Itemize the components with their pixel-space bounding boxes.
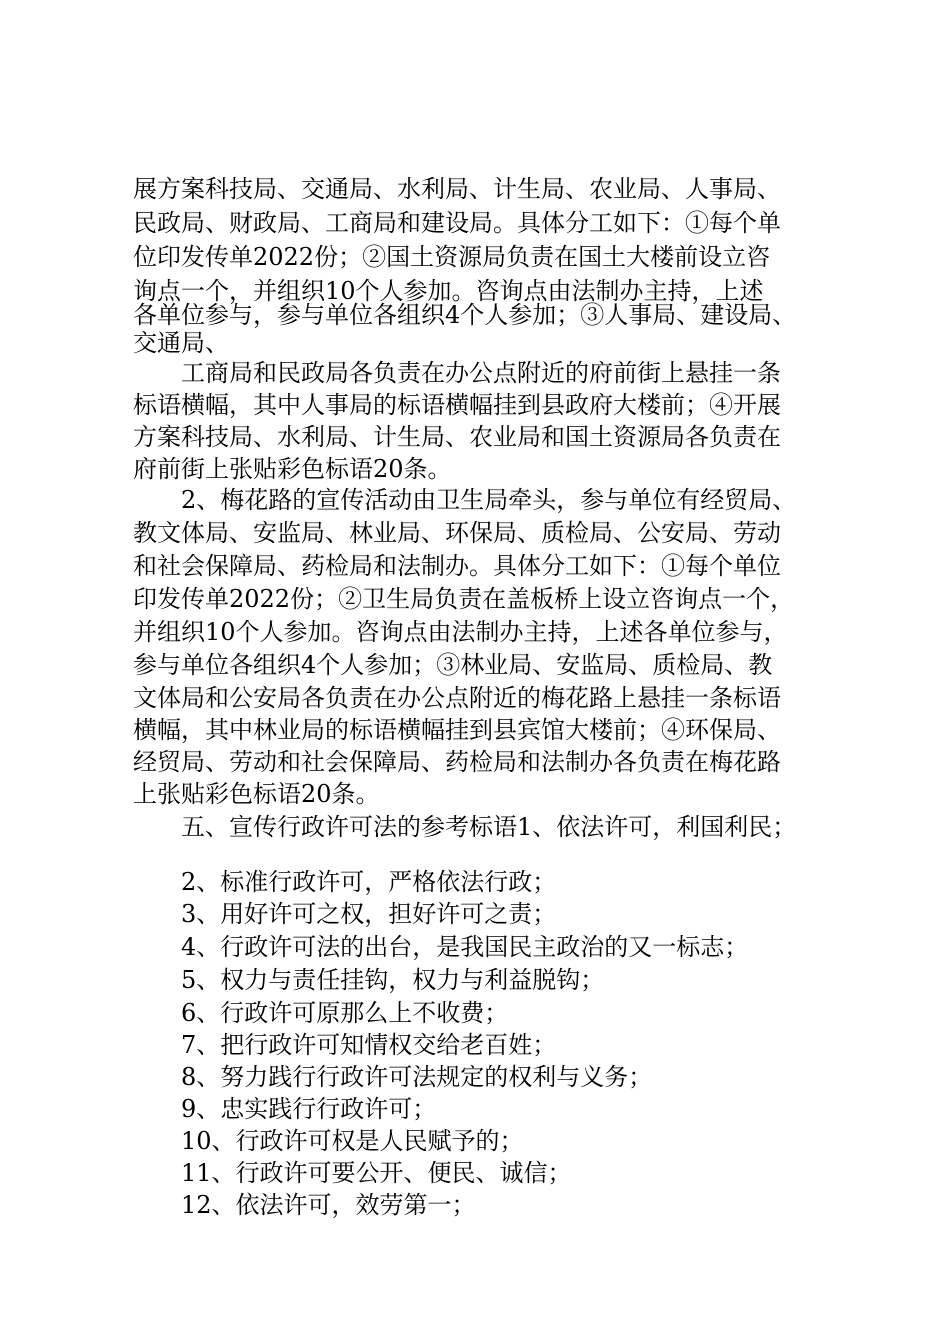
body-line: 各单位参与，参与单位各组织4个人参加；③人事局、建设局、 [133, 301, 797, 329]
body-line: 方案科技局、水利局、计生局、农业局和国土资源局各负责在 [133, 423, 781, 451]
body-line: 参与单位各组织4个人参加；③林业局、安监局、质检局、教 [133, 651, 773, 679]
body-line: 府前街上张贴彩色标语20条。 [133, 455, 452, 483]
body-line: 位印发传单2022份；②国土资源局负责在国土大楼前设立咨 [133, 243, 771, 271]
body-line: 展方案科技局、交通局、水利局、计生局、农业局、人事局、 [133, 175, 781, 203]
slogan-item: 3、用好许可之权，担好许可之责； [181, 900, 557, 928]
body-line: 横幅，其中林业局的标语横幅挂到县宾馆大楼前；④环保局、 [133, 716, 781, 744]
paragraph-first-line: 2、梅花路的宣传活动由卫生局牵头，参与单位有经贸局、 [181, 486, 797, 514]
slogan-item: 2、标准行政许可，严格依法行政； [181, 868, 557, 896]
body-line: 交通局、 [133, 329, 229, 357]
slogan-item: 12、依法许可，效劳第一； [181, 1191, 476, 1219]
slogan-item: 10、行政许可权是人民赋予的； [181, 1127, 524, 1155]
slogan-item: 7、把行政许可知情权交给老百姓； [181, 1031, 557, 1059]
slogan-item: 4、行政许可法的出台，是我国民主政治的又一标志； [181, 933, 749, 961]
paragraph-first-line: 工商局和民政局各负责在办公点附近的府前街上悬挂一条 [181, 359, 781, 387]
body-line: 询点一个，并组织10个人参加。咨询点由法制办主持，上述 [133, 277, 764, 305]
body-line: 和社会保障局、药检局和法制办。具体分工如下：①每个单位 [133, 552, 781, 580]
slogan-item: 6、行政许可原那么上不收费； [181, 999, 509, 1027]
body-line: 并组织10个人参加。咨询点由法制办主持，上述各单位参与， [133, 618, 788, 646]
body-line: 民政局、财政局、工商局和建设局。具体分工如下：①每个单 [133, 209, 781, 237]
body-line: 文体局和公安局各负责在办公点附近的梅花路上悬挂一条标语 [133, 684, 781, 712]
body-line: 经贸局、劳动和社会保障局、药检局和法制办各负责在梅花路 [133, 748, 781, 776]
body-line: 标语横幅，其中人事局的标语横幅挂到县政府大楼前；④开展 [133, 391, 781, 419]
body-line: 教文体局、安监局、林业局、环保局、质检局、公安局、劳动 [133, 519, 781, 547]
body-line: 印发传单2022份；②卫生局负责在盖板桥上设立咨询点一个， [133, 585, 795, 613]
slogan-item: 9、忠实践行行政许可； [181, 1095, 437, 1123]
body-line: 上张贴彩色标语20条。 [133, 780, 380, 808]
slogan-item: 5、权力与责任挂钩，权力与利益脱钩； [181, 966, 605, 994]
slogan-item: 8、努力践行行政许可法规定的权利与义务； [181, 1063, 653, 1091]
section-heading: 五、宣传行政许可法的参考标语1、依法许可，利国利民； [181, 813, 797, 841]
slogan-item: 11、行政许可要公开、便民、诚信； [181, 1159, 572, 1187]
